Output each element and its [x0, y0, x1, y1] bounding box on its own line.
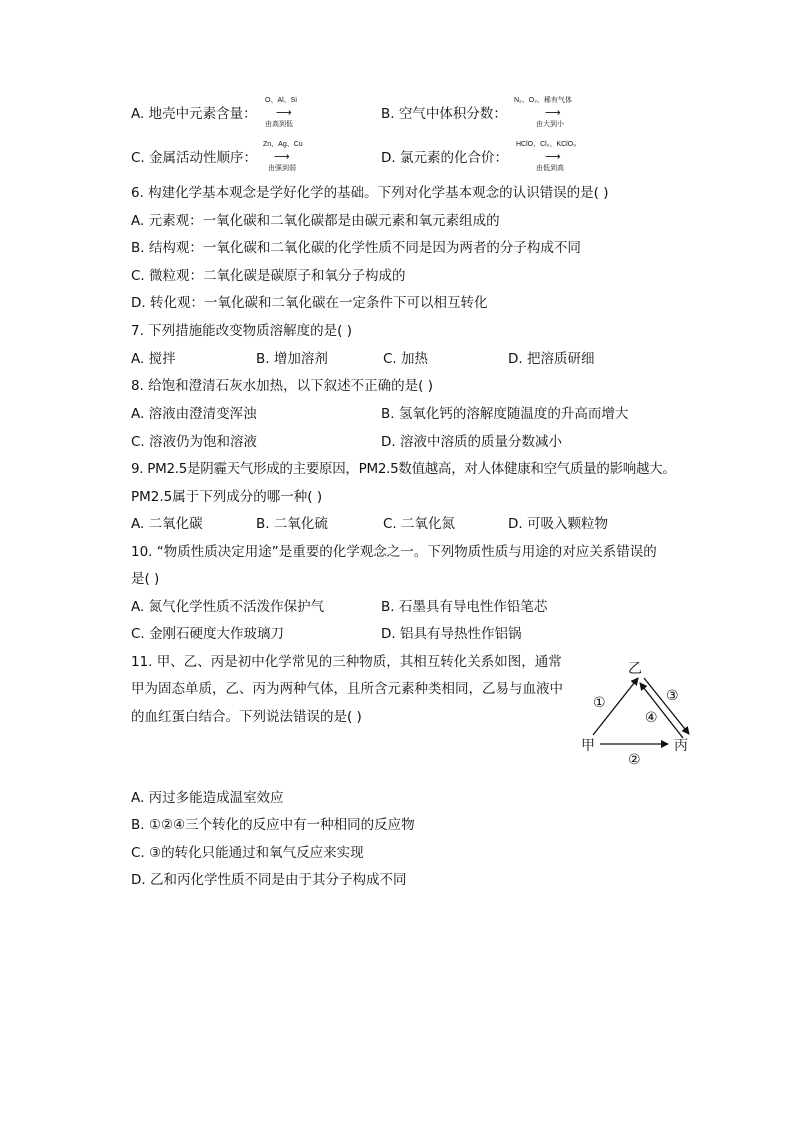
q5-option-b: B. 空气中体积分数： — [381, 106, 507, 122]
q5-option-c-bottom: 由强到弱 — [268, 165, 296, 172]
node-yi: 乙 — [628, 661, 642, 677]
q5-option-b-top: N₂、O₂、稀有气体 — [514, 97, 572, 104]
q8-option-b: B. 氢氧化钙的溶解度随温度的升高而增大 — [381, 406, 629, 422]
label-3: ③ — [666, 688, 679, 704]
q5-option-c-top: Zn、Ag、Cu — [263, 141, 303, 148]
q9-option-a: A. 二氧化碳 — [131, 516, 203, 532]
q10-option-c: C. 金刚石硬度大作玻璃刀 — [131, 626, 285, 642]
q10-option-d: D. 铝具有导热性作铝锅 — [381, 626, 522, 642]
q8-option-d: D. 溶液中溶质的质量分数减小 — [381, 434, 562, 450]
q5-option-b-bottom: 由大到小 — [536, 121, 564, 128]
q5-option-a: A. 地壳中元素含量： — [131, 106, 257, 122]
arrow-icon: ⟶ — [274, 150, 290, 163]
q6-stem: 6. 构建化学基本观念是学好化学的基础。下列对化学基本观念的认识错误的是( ) — [131, 185, 609, 201]
q11-option-c: C. ③的转化只能通过和氧气反应来实现 — [131, 845, 364, 861]
q7-option-d: D. 把溶质研细 — [508, 351, 595, 367]
q10-option-b: B. 石墨具有导电性作铅笔芯 — [381, 599, 548, 615]
q5-option-c: C. 金属活动性顺序： — [131, 150, 258, 166]
q10-stem-line2: 是( ) — [131, 571, 160, 587]
q11-option-d: D. 乙和丙化学性质不同是由于其分子构成不同 — [131, 872, 407, 888]
q9-stem-line1: 9. PM2.5是阴霾天气形成的主要原因，PM2.5数值越高，对人体健康和空气质量的影响越大。 — [131, 461, 676, 477]
label-1: ① — [593, 695, 606, 711]
q9-option-b: B. 二氧化硫 — [256, 516, 328, 532]
q9-stem-line2: PM2.5属于下列成分的哪一种( ) — [131, 489, 323, 505]
q6-option-b: B. 结构观：一氧化碳和二氧化碳的化学性质不同是因为两者的分子构成不同 — [131, 240, 581, 256]
q11-stem-line2: 甲为固态单质，乙、丙为两种气体，且所含元素种类相同，乙易与血液中 — [131, 681, 563, 697]
q7-stem: 7. 下列措施能改变物质溶解度的是( ) — [131, 323, 352, 339]
q10-option-a: A. 氮气化学性质不活泼作保护气 — [131, 599, 325, 615]
q11-stem-line1: 11. 甲、乙、丙是初中化学常见的三种物质，其相互转化关系如图，通常 — [131, 654, 562, 670]
q8-option-c: C. 溶液仍为饱和溶液 — [131, 434, 258, 450]
q6-option-d: D. 转化观：一氧化碳和二氧化碳在一定条件下可以相互转化 — [131, 295, 488, 311]
q6-option-a: A. 元素观：一氧化碳和二氧化碳都是由碳元素和氧元素组成的 — [131, 213, 500, 229]
q9-option-d: D. 可吸入颗粒物 — [508, 516, 608, 532]
q7-option-b: B. 增加溶剂 — [256, 351, 328, 367]
label-2: ② — [628, 752, 641, 768]
arrow-icon: ⟶ — [545, 150, 561, 163]
q10-stem-line1: 10. “物质性质决定用途”是重要的化学观念之一。下列物质性质与用途的对应关系错误的 — [131, 544, 657, 560]
arrow-icon: ⟶ — [276, 106, 292, 119]
q11-stem-line3: 的血红蛋白结合。下列说法错误的是( ) — [131, 709, 362, 725]
q11-option-b: B. ①②④三个转化的反应中有一种相同的反应物 — [131, 817, 415, 833]
q7-option-c: C. 加热 — [383, 351, 429, 367]
label-4: ④ — [645, 710, 658, 726]
node-jia: 甲 — [581, 738, 595, 754]
arrow-icon: ⟶ — [545, 106, 561, 119]
q8-stem: 8. 给饱和澄清石灰水加热，以下叙述不正确的是( ) — [131, 378, 433, 394]
q8-option-a: A. 溶液由澄清变浑浊 — [131, 406, 257, 422]
q5-option-d: D. 氯元素的化合价： — [381, 150, 508, 166]
q6-option-c: C. 微粒观：二氧化碳是碳原子和氧分子构成的 — [131, 268, 406, 284]
q5-option-a-top: O、Al、Si — [265, 97, 297, 104]
q5-option-a-bottom: 由高到低 — [265, 121, 293, 128]
q11-option-a: A. 丙过多能造成温室效应 — [131, 790, 284, 806]
q11-diagram — [575, 655, 705, 770]
q7-option-a: A. 搅拌 — [131, 351, 176, 367]
q5-option-d-bottom: 由低到高 — [536, 165, 564, 172]
q5-option-d-top: HClO、Cl₂、KClO₃ — [516, 141, 577, 148]
q9-option-c: C. 二氧化氮 — [383, 516, 456, 532]
node-bing: 丙 — [674, 738, 688, 754]
